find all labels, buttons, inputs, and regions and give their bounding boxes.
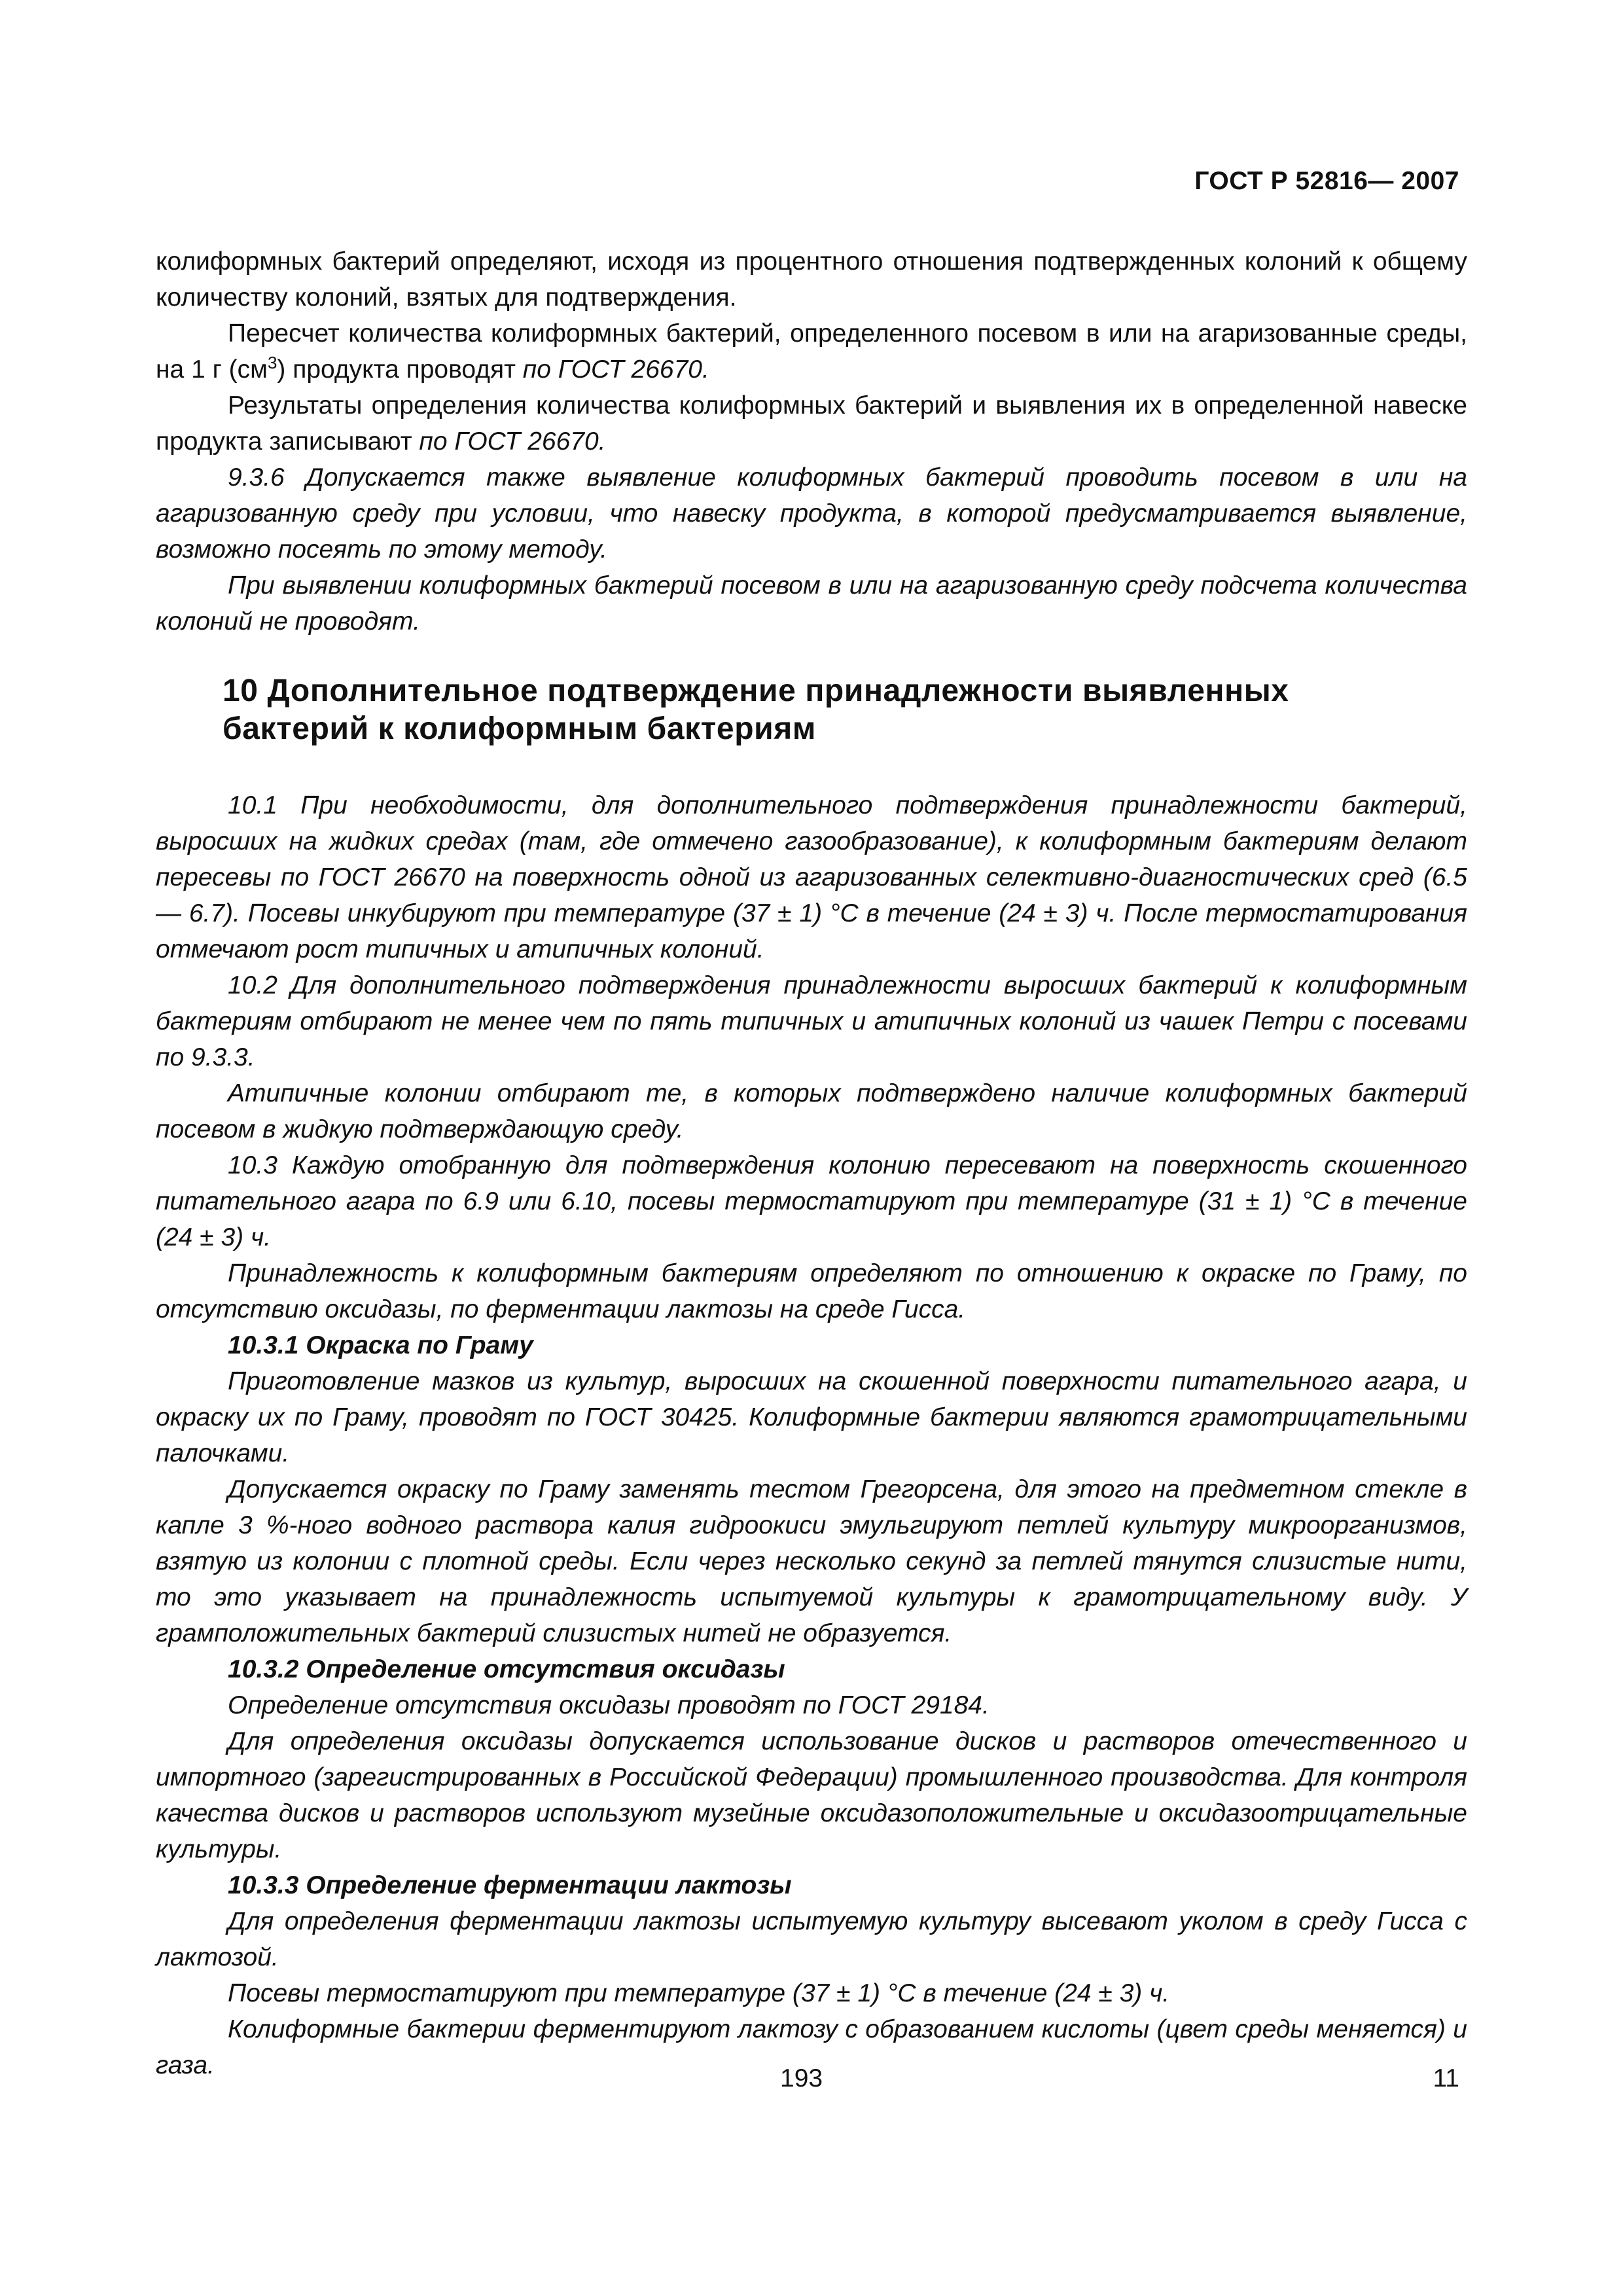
paragraph: 10.3 Каждую отобранную для подтверждения колонию пересевают на поверхность скошенного питательного агара по 6.9 или 6.10, посевы термостатируют при температуре (31 ± 1) °С в течение (24 ± 3) ч. (156, 1151, 1467, 1251)
section-title-line: 10 Дополнительное подтверждение принадлежности выявленных (223, 673, 1289, 708)
paragraph: Приготовление мазков из культур, выросших на скошенной поверхности питательного агара, и окраску их по Граму, проводят по ГОСТ 30425. Колиформные бактерии являются грамотрицательными палочками. (156, 1367, 1467, 1467)
section-title (223, 672, 1467, 748)
paragraph-text: Результаты определения количества колиформных бактерий и выявления их в определенной навеске продукта записывают (156, 391, 1467, 456)
paragraph: Принадлежность к колиформным бактериям определяют по отношению к окраске по Граму, по отсутствию оксидазы, по ферментации лактозы на среде Гисса. (156, 1259, 1467, 1323)
superscript: 3 (267, 353, 277, 372)
paragraph: колиформных бактерий определяют, исходя из процентного отношения подтвержденных колоний к общему количеству колоний, взятых для подтверждения. (156, 247, 1467, 312)
subsection-heading: 10.3.2 Определение отсутствия оксидазы (228, 1655, 785, 1683)
paragraph: Атипичные колонии отбирают те, в которых подтверждено наличие колиформных бактерий посевом в жидкую подтверждающую среду. (156, 1079, 1467, 1143)
page-number-local: 11 (1433, 2064, 1459, 2092)
paragraph: Колиформные бактерии ферментируют лактозу с образованием кислоты (цвет среды меняется) и газа. (156, 2015, 1467, 2079)
page-number-global: 193 (780, 2064, 823, 2092)
paragraph: Определение отсутствия оксидазы проводят по ГОСТ 29184. (228, 1691, 990, 1719)
reference: по ГОСТ 26670. (522, 355, 709, 384)
paragraph: 10.1 При необходимости, для дополнительного подтверждения принадлежности бактерий, выросших на жидких средах (там, где отмечено газообразование), к колиформным бактериям делают пересевы по ГОСТ 26670 на поверхность одной из агаризованных селективно-диагностических сред (6.5 — 6.7). Посевы инкубируют при температуре (37 ± 1) °С в течение (24 ± 3) ч. После термостатирования отмечают рост типичных и атипичных колоний. (156, 791, 1467, 963)
document-body (156, 243, 1467, 2083)
paragraph: Посевы термостатируют при температуре (37 ± 1) °С в течение (24 ± 3) ч. (228, 1979, 1170, 2007)
paragraph: Для определения ферментации лактозы испытуемую культуру высевают уколом в среду Гисса с лактозой. (156, 1907, 1467, 1971)
subsection-heading: 10.3.1 Окраска по Граму (228, 1331, 533, 1359)
paragraph: Для определения оксидазы допускается использование дисков и растворов отечественного и импортного (зарегистрированных в Российской Федерации) промышленного производства. Для контроля качества дисков и растворов используют музейные оксидазоположительные и оксидазоотрицательные культуры. (156, 1727, 1467, 1863)
paragraph (156, 387, 1467, 459)
paragraph: 10.2 Для дополнительного подтверждения принадлежности выросших бактерий к колиформным бактериям отбирают не менее чем по пять типичных и атипичных колоний из чашек Петри с посевами по 9.3.3. (156, 971, 1467, 1071)
document-header: ГОСТ Р 52816— 2007 (1194, 167, 1459, 195)
paragraph: Допускается окраску по Граму заменять тестом Грегорсена, для этого на предметном стекле в капле 3 %-ного водного раствора калия гидроокиси эмульгируют петлей культуру микроорганизмов, взятую из колонии с плотной среды. Если через несколько секунд за петлей тянутся слизистые нити, то это указывает на принадлежность испытуемой культуры к грамотрицательному виду. У грамположительных бактерий слизистых нитей не образуется. (156, 1475, 1467, 1647)
subsection-heading: 10.3.3 Определение ферментации лактозы (228, 1871, 792, 1899)
paragraph-text: ) продукта проводят (277, 355, 523, 384)
paragraph (156, 315, 1467, 387)
paragraph: 9.3.6 Допускается также выявление колиформных бактерий проводить посевом в или на агаризованную среду при условии, что навеску продукта, в которой предусматривается выявление, возможно посеять по этому методу. (156, 463, 1467, 564)
reference: по ГОСТ 26670. (419, 427, 606, 456)
section-title-line: бактерий к колиформным бактериям (223, 711, 816, 746)
paragraph: При выявлении колиформных бактерий посевом в или на агаризованную среду подсчета количества колоний не проводят. (156, 571, 1467, 636)
paragraph-text: Пересчет количества колиформных бактерий, определенного посевом в или на агаризованные среды, на 1 г (см (156, 319, 1467, 384)
